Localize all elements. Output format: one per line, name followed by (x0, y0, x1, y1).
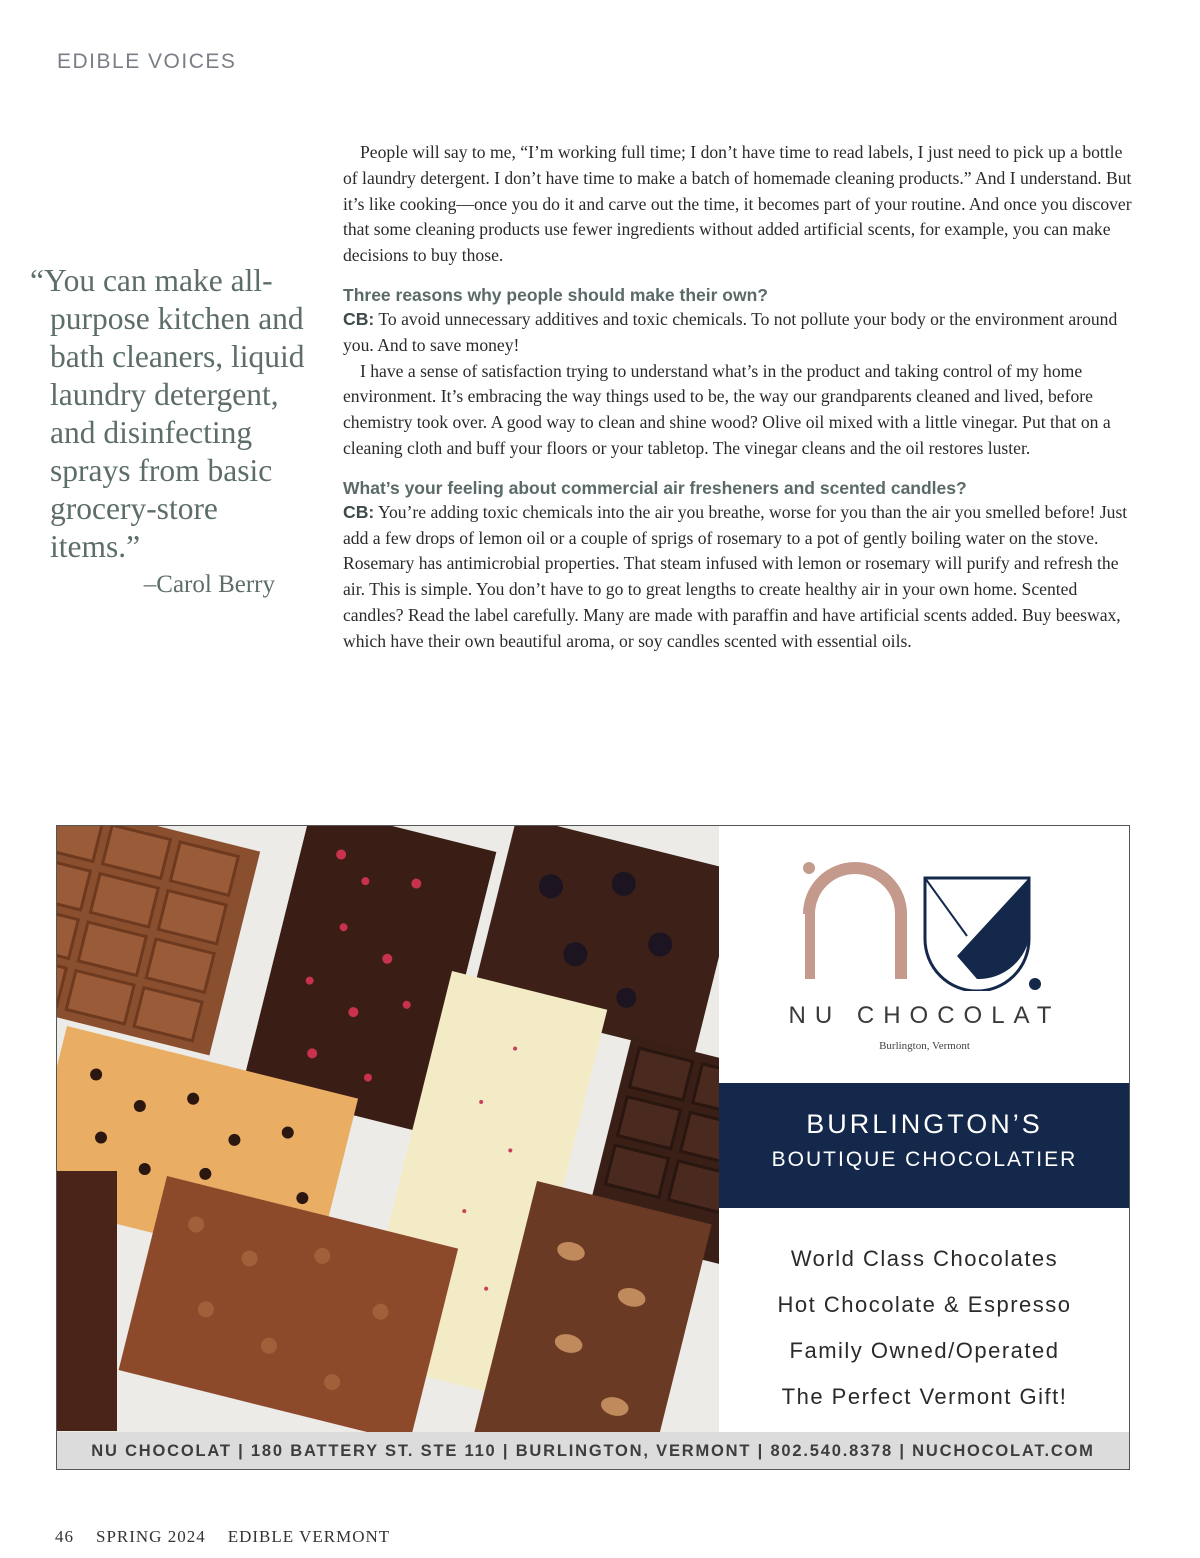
banner-line-1: BURLINGTON’S (806, 1109, 1043, 1139)
publication-name: EDIBLE VERMONT (227, 1527, 391, 1546)
section-label: EDIBLE VOICES (57, 50, 237, 73)
feature-item: The Perfect Vermont Gift! (781, 1384, 1068, 1409)
interview-question: What’s your feeling about commercial air fresheners and scented candles? (343, 477, 967, 498)
banner-line-2: BOUTIQUE CHOCOLATIER (771, 1148, 1078, 1171)
ad-text-panel (719, 826, 1130, 1432)
page-number: 46 (55, 1527, 74, 1546)
feature-list (719, 1236, 1130, 1420)
article-body (343, 140, 1135, 655)
interview-answer (343, 500, 1135, 655)
speaker-label: CB: (343, 501, 375, 522)
brand-location: Burlington, Vermont (879, 1040, 970, 1052)
issue-label: SPRING 2024 (96, 1527, 206, 1546)
answer-text: You’re adding toxic chemicals into the air you breathe, worse for you than the air you smelled before! Just add a few drops of lemon oil or a couple of sprigs of rosemary to a pot of gently boiling water on the stove. Rosemary has antimicrobial properties. That steam infused with lemon or rosemary will purify and refresh the air. This is simple. You don’t have to go to great lengths to create healthy air in your own home. Scented candles? Read the label carefully. Many are made with paraffin and have artificial scents added. Buy beeswax, which have their own beautiful aroma, or soy candles scented with essential oils. (343, 501, 1128, 651)
feature-item: Family Owned/Operated (789, 1338, 1060, 1363)
advertisement[interactable] (56, 825, 1130, 1470)
paragraph: People will say to me, “I’m working full time; I don’t have time to read labels, I just need to pick up a bottle of laundry detergent. I don’t have time to make a batch of homemade cleaning products.” And I understand. But it’s like cooking—once you do it and carve out the time, it becomes part of your routine. And once you discover that some cleaning products use fewer ingredients without added artificial scents, for example, you can make decisions to buy those. (343, 142, 1132, 266)
ad-contact-footer: NU CHOCOLAT | 180 BATTERY ST. STE 110 | BURLINGTON, VERMONT | 802.540.8378 | NUCHOCOLAT.COM (57, 1432, 1129, 1470)
speaker-label: CB: (343, 308, 375, 329)
pull-quote-attribution: –Carol Berry (143, 571, 275, 598)
pull-quote-text: “You can make all-purpose kitchen and bath cleaners, liquid laundry detergent, and disinfecting sprays from basic grocery-store items.” (30, 263, 305, 564)
pull-quote (30, 262, 305, 600)
interview-question: Three reasons why people should make their own? (343, 284, 768, 305)
ad-banner (719, 1083, 1130, 1208)
answer-text: To avoid unnecessary additives and toxic chemicals. To not pollute your body or the environment around you. And to save money! (343, 308, 1118, 355)
brand-name: NU CHOCOLAT (788, 1002, 1061, 1029)
page-footer (55, 1527, 412, 1547)
feature-item: World Class Chocolates (790, 1246, 1059, 1271)
nu-chocolat-logo (797, 856, 1057, 991)
chocolate-bars-photo (57, 826, 719, 1432)
interview-answer (343, 307, 1135, 359)
paragraph: I have a sense of satisfaction trying to understand what’s in the product and taking control of my home environment. It’s embracing the way things used to be, the way our grandparents cleaned and lived, before chemistry took over. A good way to clean and shine wood? Olive oil mixed with a little vinegar. Put that on a cleaning cloth and buff your floors or your tabletop. The vinegar cleans and the oil restores luster. (343, 360, 1111, 458)
feature-item: Hot Chocolate & Espresso (777, 1292, 1072, 1317)
